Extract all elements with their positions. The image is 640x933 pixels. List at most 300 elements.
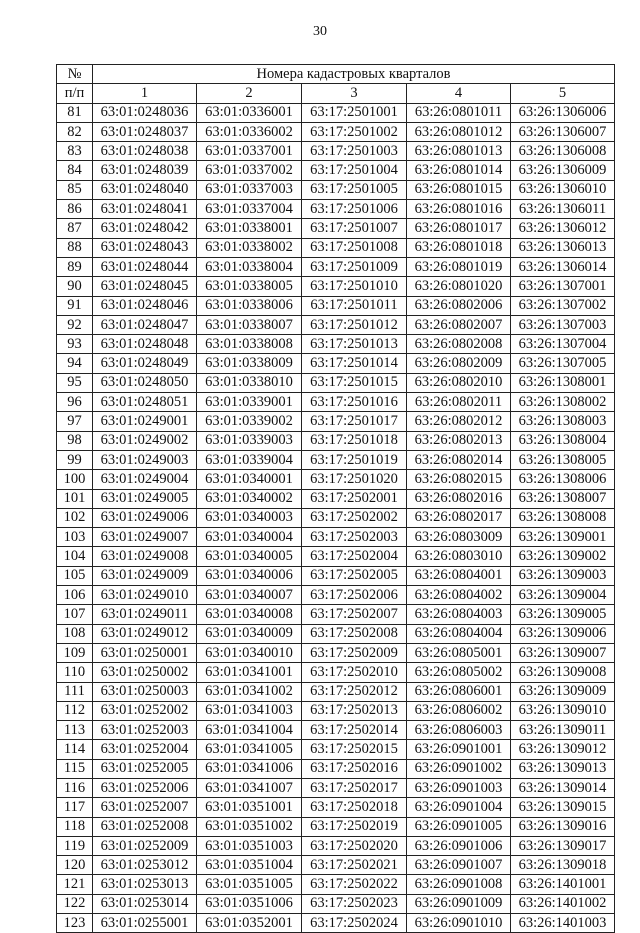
cadastral-number-cell: 63:01:0248047 [93,315,197,334]
cadastral-number-cell: 63:17:2502018 [302,798,407,817]
cadastral-number-cell: 63:17:2502010 [302,663,407,682]
cadastral-number-cell: 63:17:2502014 [302,721,407,740]
row-number-cell: 93 [57,335,93,354]
cadastral-number-cell: 63:26:0806002 [407,701,511,720]
cadastral-number-cell: 63:01:0252002 [93,701,197,720]
cadastral-number-cell: 63:01:0340005 [197,547,302,566]
cadastral-number-cell: 63:01:0336002 [197,122,302,141]
cadastral-number-cell: 63:01:0249010 [93,586,197,605]
cadastral-number-cell: 63:26:1309005 [511,605,615,624]
cadastral-number-cell: 63:17:2501013 [302,335,407,354]
table-row [57,122,615,141]
row-number-cell: 104 [57,547,93,566]
cadastral-number-cell: 63:01:0249009 [93,566,197,585]
row-number-cell: 94 [57,354,93,373]
table-row [57,296,615,315]
cadastral-number-cell: 63:17:2502007 [302,605,407,624]
cadastral-number-cell: 63:17:2502017 [302,778,407,797]
cadastral-number-cell: 63:17:2501012 [302,315,407,334]
row-number-cell: 97 [57,412,93,431]
table-row [57,354,615,373]
cadastral-number-cell: 63:26:0802010 [407,373,511,392]
table-row [57,566,615,585]
cadastral-number-cell: 63:26:1306010 [511,180,615,199]
row-number-cell: 110 [57,663,93,682]
cadastral-number-cell: 63:01:0340008 [197,605,302,624]
cadastral-number-cell: 63:01:0248041 [93,200,197,219]
cadastral-number-cell: 63:01:0341001 [197,663,302,682]
cadastral-number-cell: 63:26:0802006 [407,296,511,315]
cadastral-number-cell: 63:26:0803009 [407,528,511,547]
cadastral-number-cell: 63:26:0801013 [407,142,511,161]
cadastral-number-cell: 63:26:0802012 [407,412,511,431]
cadastral-number-cell: 63:17:2502008 [302,624,407,643]
column-number-header: 1 [93,84,197,103]
cadastral-number-cell: 63:26:1309008 [511,663,615,682]
cadastral-number-cell: 63:26:1308006 [511,470,615,489]
cadastral-number-cell: 63:01:0248038 [93,142,197,161]
cadastral-number-cell: 63:26:1309001 [511,528,615,547]
row-number-cell: 101 [57,489,93,508]
cadastral-number-cell: 63:26:1306011 [511,200,615,219]
cadastral-number-cell: 63:17:2502015 [302,740,407,759]
cadastral-number-cell: 63:26:0801020 [407,277,511,296]
cadastral-number-cell: 63:26:0801018 [407,238,511,257]
cadastral-number-cell: 63:26:0805001 [407,643,511,662]
cadastral-number-cell: 63:01:0341004 [197,721,302,740]
cadastral-number-cell: 63:01:0339001 [197,393,302,412]
cadastral-number-cell: 63:26:1309002 [511,547,615,566]
row-number-cell: 107 [57,605,93,624]
table-row [57,257,615,276]
row-number-cell: 99 [57,450,93,469]
cadastral-number-cell: 63:26:1308008 [511,508,615,527]
row-number-cell: 121 [57,875,93,894]
cadastral-number-cell: 63:17:2502016 [302,759,407,778]
cadastral-number-cell: 63:01:0338008 [197,335,302,354]
cadastral-number-cell: 63:26:1306009 [511,161,615,180]
cadastral-number-cell: 63:26:0801019 [407,257,511,276]
table-row [57,470,615,489]
cadastral-number-cell: 63:17:2501018 [302,431,407,450]
cadastral-number-cell: 63:26:0801014 [407,161,511,180]
cadastral-number-cell: 63:26:1309012 [511,740,615,759]
cadastral-number-cell: 63:01:0339004 [197,450,302,469]
table-header [57,65,615,104]
table-row [57,682,615,701]
cadastral-number-cell: 63:26:0802014 [407,450,511,469]
cadastral-number-cell: 63:01:0340010 [197,643,302,662]
cadastral-number-cell: 63:01:0253014 [93,894,197,913]
cadastral-number-cell: 63:01:0351001 [197,798,302,817]
cadastral-number-cell: 63:26:1306012 [511,219,615,238]
table-row [57,161,615,180]
cadastral-number-cell: 63:01:0255001 [93,914,197,933]
cadastral-number-cell: 63:17:2502012 [302,682,407,701]
cadastral-number-cell: 63:17:2501010 [302,277,407,296]
cadastral-number-cell: 63:26:0802009 [407,354,511,373]
row-number-header-top: № [57,65,93,84]
cadastral-number-cell: 63:01:0248042 [93,219,197,238]
cadastral-number-cell: 63:01:0248051 [93,393,197,412]
cadastral-number-cell: 63:01:0252005 [93,759,197,778]
cadastral-number-cell: 63:01:0340006 [197,566,302,585]
cadastral-number-cell: 63:17:2501016 [302,393,407,412]
cadastral-number-cell: 63:17:2501008 [302,238,407,257]
cadastral-number-cell: 63:26:1306008 [511,142,615,161]
table-row [57,373,615,392]
row-number-cell: 90 [57,277,93,296]
cadastral-number-cell: 63:17:2502009 [302,643,407,662]
cadastral-number-cell: 63:17:2502022 [302,875,407,894]
table-row [57,624,615,643]
column-number-header: 4 [407,84,511,103]
cadastral-number-cell: 63:26:0901009 [407,894,511,913]
row-number-cell: 109 [57,643,93,662]
cadastral-number-cell: 63:17:2501020 [302,470,407,489]
cadastral-number-cell: 63:01:0252003 [93,721,197,740]
cadastral-number-cell: 63:01:0340002 [197,489,302,508]
cadastral-number-cell: 63:01:0351006 [197,894,302,913]
cadastral-number-cell: 63:26:1308004 [511,431,615,450]
cadastral-number-cell: 63:17:2502003 [302,528,407,547]
table-row [57,431,615,450]
cadastral-number-cell: 63:26:1309018 [511,856,615,875]
cadastral-number-cell: 63:01:0337001 [197,142,302,161]
cadastral-number-cell: 63:26:1401003 [511,914,615,933]
cadastral-number-cell: 63:01:0249004 [93,470,197,489]
row-number-cell: 102 [57,508,93,527]
cadastral-number-cell: 63:01:0338009 [197,354,302,373]
row-number-cell: 117 [57,798,93,817]
row-number-cell: 114 [57,740,93,759]
table-row [57,740,615,759]
cadastral-number-cell: 63:26:0901005 [407,817,511,836]
cadastral-number-cell: 63:01:0248045 [93,277,197,296]
cadastral-number-cell: 63:01:0250003 [93,682,197,701]
cadastral-number-cell: 63:01:0340004 [197,528,302,547]
table-row [57,798,615,817]
cadastral-number-cell: 63:26:0901002 [407,759,511,778]
cadastral-number-cell: 63:26:1309015 [511,798,615,817]
table-row [57,894,615,913]
table-row [57,875,615,894]
cadastral-number-cell: 63:26:1307002 [511,296,615,315]
cadastral-number-cell: 63:01:0338004 [197,257,302,276]
cadastral-number-cell: 63:26:1309017 [511,836,615,855]
cadastral-number-cell: 63:17:2502001 [302,489,407,508]
cadastral-number-cell: 63:01:0248039 [93,161,197,180]
row-number-cell: 88 [57,238,93,257]
cadastral-number-cell: 63:26:1401001 [511,875,615,894]
cadastral-number-cell: 63:01:0341006 [197,759,302,778]
cadastral-number-cell: 63:01:0249003 [93,450,197,469]
table-row [57,393,615,412]
cadastral-number-cell: 63:01:0248040 [93,180,197,199]
cadastral-number-cell: 63:17:2501014 [302,354,407,373]
cadastral-number-cell: 63:26:0901001 [407,740,511,759]
cadastral-number-cell: 63:17:2501005 [302,180,407,199]
cadastral-number-cell: 63:26:1309010 [511,701,615,720]
cadastral-number-cell: 63:01:0341002 [197,682,302,701]
cadastral-quarters-table [56,64,615,933]
table-row [57,508,615,527]
table-row [57,914,615,933]
cadastral-number-cell: 63:01:0340007 [197,586,302,605]
cadastral-number-cell: 63:26:0802008 [407,335,511,354]
cadastral-number-cell: 63:01:0248049 [93,354,197,373]
cadastral-number-cell: 63:17:2502005 [302,566,407,585]
row-number-cell: 106 [57,586,93,605]
cadastral-number-cell: 63:01:0338001 [197,219,302,238]
cadastral-number-cell: 63:01:0252004 [93,740,197,759]
cadastral-number-cell: 63:01:0248044 [93,257,197,276]
cadastral-number-cell: 63:26:1307004 [511,335,615,354]
cadastral-number-cell: 63:17:2501002 [302,122,407,141]
cadastral-number-cell: 63:01:0340003 [197,508,302,527]
row-number-cell: 86 [57,200,93,219]
page-number: 30 [313,24,327,39]
row-number-cell: 113 [57,721,93,740]
table-row [57,817,615,836]
cadastral-number-cell: 63:01:0249011 [93,605,197,624]
cadastral-number-cell: 63:01:0250001 [93,643,197,662]
cadastral-number-cell: 63:17:2501007 [302,219,407,238]
row-number-cell: 115 [57,759,93,778]
cadastral-number-cell: 63:26:1308002 [511,393,615,412]
cadastral-number-cell: 63:26:1309004 [511,586,615,605]
cadastral-number-cell: 63:01:0248050 [93,373,197,392]
cadastral-number-cell: 63:01:0337002 [197,161,302,180]
cadastral-number-cell: 63:01:0253012 [93,856,197,875]
table-row [57,200,615,219]
table-row [57,315,615,334]
cadastral-number-cell: 63:26:0804001 [407,566,511,585]
cadastral-number-cell: 63:26:0802013 [407,431,511,450]
cadastral-number-cell: 63:01:0341003 [197,701,302,720]
cadastral-number-cell: 63:26:1308003 [511,412,615,431]
row-number-cell: 103 [57,528,93,547]
row-number-cell: 118 [57,817,93,836]
row-number-header-bottom: п/п [57,84,93,103]
cadastral-number-cell: 63:17:2502004 [302,547,407,566]
table-row [57,759,615,778]
row-number-cell: 96 [57,393,93,412]
cadastral-numbers-group-header: Номера кадастровых кварталов [93,65,615,84]
row-number-cell: 108 [57,624,93,643]
table-row [57,238,615,257]
row-number-cell: 82 [57,122,93,141]
cadastral-number-cell: 63:26:1308001 [511,373,615,392]
cadastral-number-cell: 63:26:1309006 [511,624,615,643]
table-row [57,219,615,238]
table-row [57,836,615,855]
cadastral-number-cell: 63:26:0802017 [407,508,511,527]
column-number-header: 5 [511,84,615,103]
cadastral-number-cell: 63:26:1309016 [511,817,615,836]
cadastral-number-cell: 63:01:0249008 [93,547,197,566]
cadastral-number-cell: 63:17:2502021 [302,856,407,875]
cadastral-number-cell: 63:01:0352001 [197,914,302,933]
cadastral-number-cell: 63:01:0249005 [93,489,197,508]
cadastral-number-cell: 63:01:0248036 [93,103,197,122]
row-number-cell: 92 [57,315,93,334]
cadastral-number-cell: 63:01:0249012 [93,624,197,643]
cadastral-number-cell: 63:01:0338010 [197,373,302,392]
cadastral-number-cell: 63:01:0252006 [93,778,197,797]
table-row [57,547,615,566]
column-number-header: 3 [302,84,407,103]
cadastral-number-cell: 63:01:0252007 [93,798,197,817]
row-number-cell: 100 [57,470,93,489]
cadastral-number-cell: 63:01:0338006 [197,296,302,315]
row-number-cell: 123 [57,914,93,933]
cadastral-number-cell: 63:26:1401002 [511,894,615,913]
cadastral-number-cell: 63:26:1309014 [511,778,615,797]
cadastral-number-cell: 63:26:1309009 [511,682,615,701]
row-number-cell: 81 [57,103,93,122]
cadastral-number-cell: 63:01:0340001 [197,470,302,489]
cadastral-number-cell: 63:17:2501015 [302,373,407,392]
table-row [57,180,615,199]
table-row [57,605,615,624]
cadastral-number-cell: 63:01:0248037 [93,122,197,141]
cadastral-number-cell: 63:17:2502023 [302,894,407,913]
cadastral-number-cell: 63:26:1306014 [511,257,615,276]
cadastral-number-cell: 63:17:2501019 [302,450,407,469]
row-number-cell: 112 [57,701,93,720]
cadastral-number-cell: 63:01:0249001 [93,412,197,431]
cadastral-number-cell: 63:26:0901003 [407,778,511,797]
cadastral-number-cell: 63:17:2501009 [302,257,407,276]
cadastral-number-cell: 63:26:1309003 [511,566,615,585]
cadastral-number-cell: 63:01:0351004 [197,856,302,875]
cadastral-number-cell: 63:01:0351002 [197,817,302,836]
header-row-top [57,65,615,84]
cadastral-number-cell: 63:01:0338002 [197,238,302,257]
cadastral-number-cell: 63:17:2501011 [302,296,407,315]
cadastral-number-cell: 63:26:1308005 [511,450,615,469]
table-row [57,856,615,875]
cadastral-number-cell: 63:01:0249002 [93,431,197,450]
cadastral-number-cell: 63:01:0351003 [197,836,302,855]
cadastral-number-cell: 63:26:0801015 [407,180,511,199]
cadastral-number-cell: 63:26:0801011 [407,103,511,122]
cadastral-number-cell: 63:01:0341007 [197,778,302,797]
cadastral-number-cell: 63:01:0336001 [197,103,302,122]
cadastral-number-cell: 63:01:0337003 [197,180,302,199]
row-number-cell: 95 [57,373,93,392]
cadastral-number-cell: 63:26:0802015 [407,470,511,489]
cadastral-number-cell: 63:01:0338007 [197,315,302,334]
cadastral-number-cell: 63:01:0252008 [93,817,197,836]
cadastral-number-cell: 63:17:2501001 [302,103,407,122]
table-row [57,701,615,720]
cadastral-number-cell: 63:26:1307003 [511,315,615,334]
cadastral-number-cell: 63:17:2502006 [302,586,407,605]
row-number-cell: 119 [57,836,93,855]
cadastral-number-cell: 63:26:0901010 [407,914,511,933]
row-number-cell: 84 [57,161,93,180]
cadastral-number-cell: 63:26:1308007 [511,489,615,508]
table-row [57,450,615,469]
row-number-cell: 105 [57,566,93,585]
row-number-cell: 87 [57,219,93,238]
column-number-header: 2 [197,84,302,103]
cadastral-number-cell: 63:26:0901006 [407,836,511,855]
cadastral-number-cell: 63:26:1306007 [511,122,615,141]
row-number-cell: 89 [57,257,93,276]
cadastral-number-cell: 63:01:0338005 [197,277,302,296]
cadastral-number-cell: 63:26:0803010 [407,547,511,566]
cadastral-number-cell: 63:26:0802016 [407,489,511,508]
cadastral-number-cell: 63:26:0806001 [407,682,511,701]
cadastral-number-cell: 63:17:2502020 [302,836,407,855]
cadastral-number-cell: 63:17:2502002 [302,508,407,527]
cadastral-number-cell: 63:01:0351005 [197,875,302,894]
table-row [57,778,615,797]
cadastral-number-cell: 63:17:2501004 [302,161,407,180]
cadastral-number-cell: 63:01:0249007 [93,528,197,547]
cadastral-number-cell: 63:01:0339003 [197,431,302,450]
cadastral-number-cell: 63:26:1309011 [511,721,615,740]
row-number-cell: 85 [57,180,93,199]
cadastral-number-cell: 63:26:1307001 [511,277,615,296]
cadastral-number-cell: 63:26:1306013 [511,238,615,257]
row-number-cell: 91 [57,296,93,315]
cadastral-number-cell: 63:26:0804004 [407,624,511,643]
cadastral-number-cell: 63:26:0802011 [407,393,511,412]
cadastral-number-cell: 63:01:0253013 [93,875,197,894]
cadastral-number-cell: 63:01:0248046 [93,296,197,315]
cadastral-number-cell: 63:17:2501006 [302,200,407,219]
table-body [57,103,615,933]
cadastral-number-cell: 63:01:0248043 [93,238,197,257]
table-row [57,142,615,161]
cadastral-number-cell: 63:17:2502013 [302,701,407,720]
cadastral-number-cell: 63:26:1309007 [511,643,615,662]
table-row [57,586,615,605]
cadastral-number-cell: 63:26:0801016 [407,200,511,219]
table-row [57,721,615,740]
cadastral-number-cell: 63:26:0806003 [407,721,511,740]
cadastral-number-cell: 63:26:0805002 [407,663,511,682]
cadastral-number-cell: 63:26:1309013 [511,759,615,778]
cadastral-number-cell: 63:17:2502024 [302,914,407,933]
table-row [57,335,615,354]
table-row [57,103,615,122]
cadastral-number-cell: 63:01:0337004 [197,200,302,219]
header-row-bottom [57,84,615,103]
row-number-cell: 120 [57,856,93,875]
cadastral-number-cell: 63:17:2502019 [302,817,407,836]
table-row [57,528,615,547]
cadastral-number-cell: 63:01:0340009 [197,624,302,643]
row-number-cell: 98 [57,431,93,450]
cadastral-number-cell: 63:01:0339002 [197,412,302,431]
cadastral-number-cell: 63:01:0252009 [93,836,197,855]
cadastral-number-cell: 63:26:0801017 [407,219,511,238]
cadastral-number-cell: 63:17:2501017 [302,412,407,431]
cadastral-number-cell: 63:26:0804002 [407,586,511,605]
table-row [57,489,615,508]
row-number-cell: 116 [57,778,93,797]
cadastral-number-cell: 63:01:0248048 [93,335,197,354]
cadastral-number-cell: 63:01:0249006 [93,508,197,527]
cadastral-number-cell: 63:26:1306006 [511,103,615,122]
cadastral-number-cell: 63:01:0341005 [197,740,302,759]
cadastral-number-cell: 63:26:1307005 [511,354,615,373]
